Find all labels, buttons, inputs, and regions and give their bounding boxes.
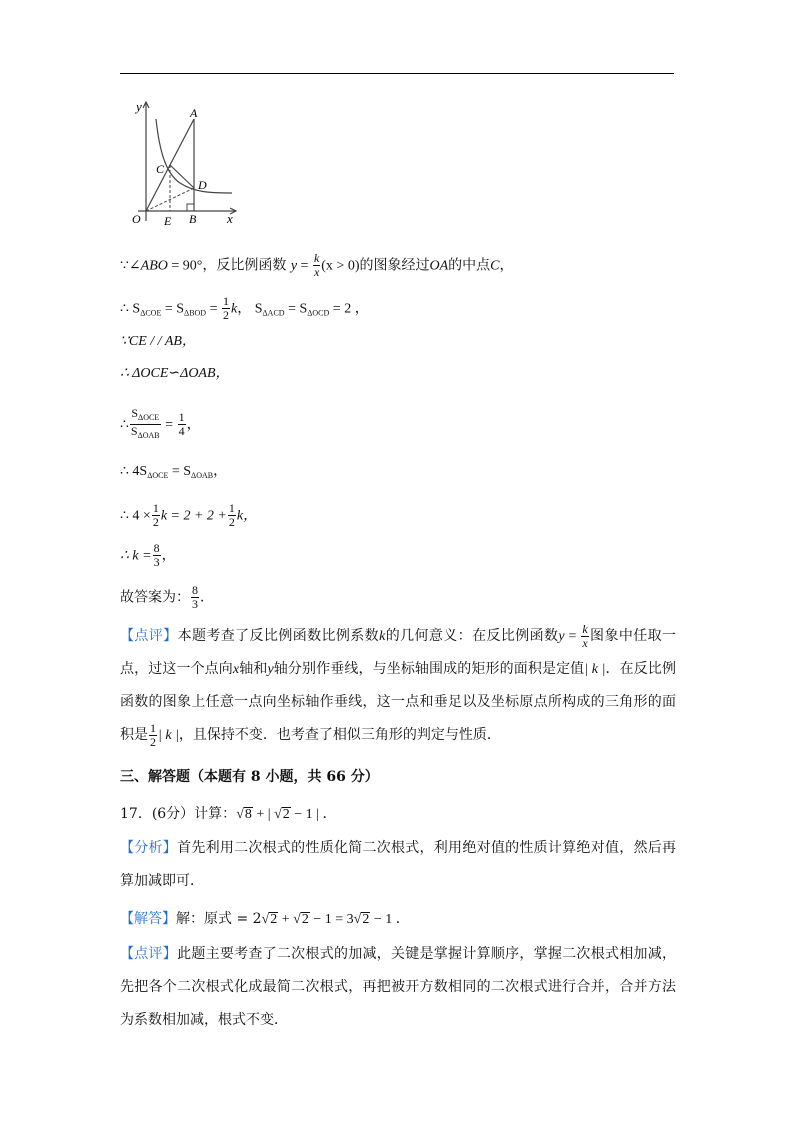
header-rule bbox=[120, 73, 674, 74]
label-E: E bbox=[164, 214, 172, 228]
right-angle-mark bbox=[187, 204, 194, 211]
solution-line-6: ∴ $4S_{\Delta OCE} = S_{\Delta OAB}$， bbox=[120, 463, 228, 480]
analysis-paragraph: 【分析】首先利用二次根式的性质化简二次根式，利用绝对值的性质计算绝对值，然后再算加减即可． bbox=[120, 840, 677, 889]
label-A: A bbox=[190, 106, 198, 120]
comment-paragraph-2: 【点评】此题主要考查了二次根式的加减，关键是掌握计算顺序，掌握二次根式相加减，先把各个二次根式化成最简二次根式，再把被开方数相同的二次根式进行合并，合并方法为系数相加减，根式不变． bbox=[120, 946, 677, 1028]
label-y: y bbox=[136, 99, 142, 114]
label-C: C bbox=[156, 162, 165, 176]
solution-line-4: ∴ ΔOCE∽ΔOAB， bbox=[120, 365, 230, 381]
label-D: D bbox=[198, 178, 207, 192]
solution-line-5: ∴ $\frac{S_{\Delta OCE}}{S_{\Delta OAB}}$ = $\frac{1}{4}$ ， bbox=[120, 406, 201, 440]
label-B: B bbox=[189, 212, 197, 226]
analysis-tag: 【分析】 bbox=[120, 840, 178, 856]
final-answer-line: 故答案为： $\frac{8}{3}$ ． bbox=[120, 583, 214, 611]
section-heading: 三、解答题（本题有 8 小题，共 66 分） bbox=[120, 769, 379, 785]
comment-tag-2: 【点评】 bbox=[120, 946, 178, 962]
solution-line-8: ∴ k = $\frac{8}{3}$ ， bbox=[120, 541, 176, 569]
solution-line-2: ∴ $S_{\Delta COE} = S_{\Delta BOD}$ = $\frac{1}{2}$ k， $S_{\Delta ACD} = S_{\Delta OCD} = 2$ ， bbox=[120, 294, 369, 322]
geometry-figure bbox=[116, 97, 246, 229]
comment-paragraph-1: 【点评】本题考查了反比例函数比例系数k的几何意义：在反比例函数y = $\frac{k}{x}$ 图象中任取一点，过这一个点向x轴和y轴分别作垂线，与坐标轴围成的矩形的面积是定值| k |．在反比例函数的图象上任意一点向坐标轴作垂线，这一点和垂足以及坐标原点所构成的三角形的面积是 $\frac{1}{2}$ | k |，且保持不变．也考查了相似三角形的判定与性质． bbox=[120, 621, 677, 749]
label-x: x bbox=[227, 211, 233, 226]
label-O: O bbox=[132, 212, 141, 226]
solution-line-7: ∴ 4 × $\frac{1}{2}$ k = 2 + 2 + $\frac{1}{2}$ k， bbox=[120, 501, 258, 529]
solution-line-1: ∵∠ABO = 90°，反比例函数 y = $\frac{k}{x}$ (x > 0)的图象经过OA的中点C， bbox=[120, 251, 514, 279]
question-17: 17．(6分）计算：√8 + | √2 − 1 | ． bbox=[120, 806, 337, 822]
answer-line: 【解答】解：原式 = 2√2 + √2 − 1 = 3√2 − 1 ． bbox=[120, 911, 410, 927]
solution-line-3: ∵CE / / AB， bbox=[120, 334, 196, 349]
comment-tag: 【点评】 bbox=[120, 628, 178, 644]
answer-tag: 【解答】 bbox=[120, 911, 176, 927]
